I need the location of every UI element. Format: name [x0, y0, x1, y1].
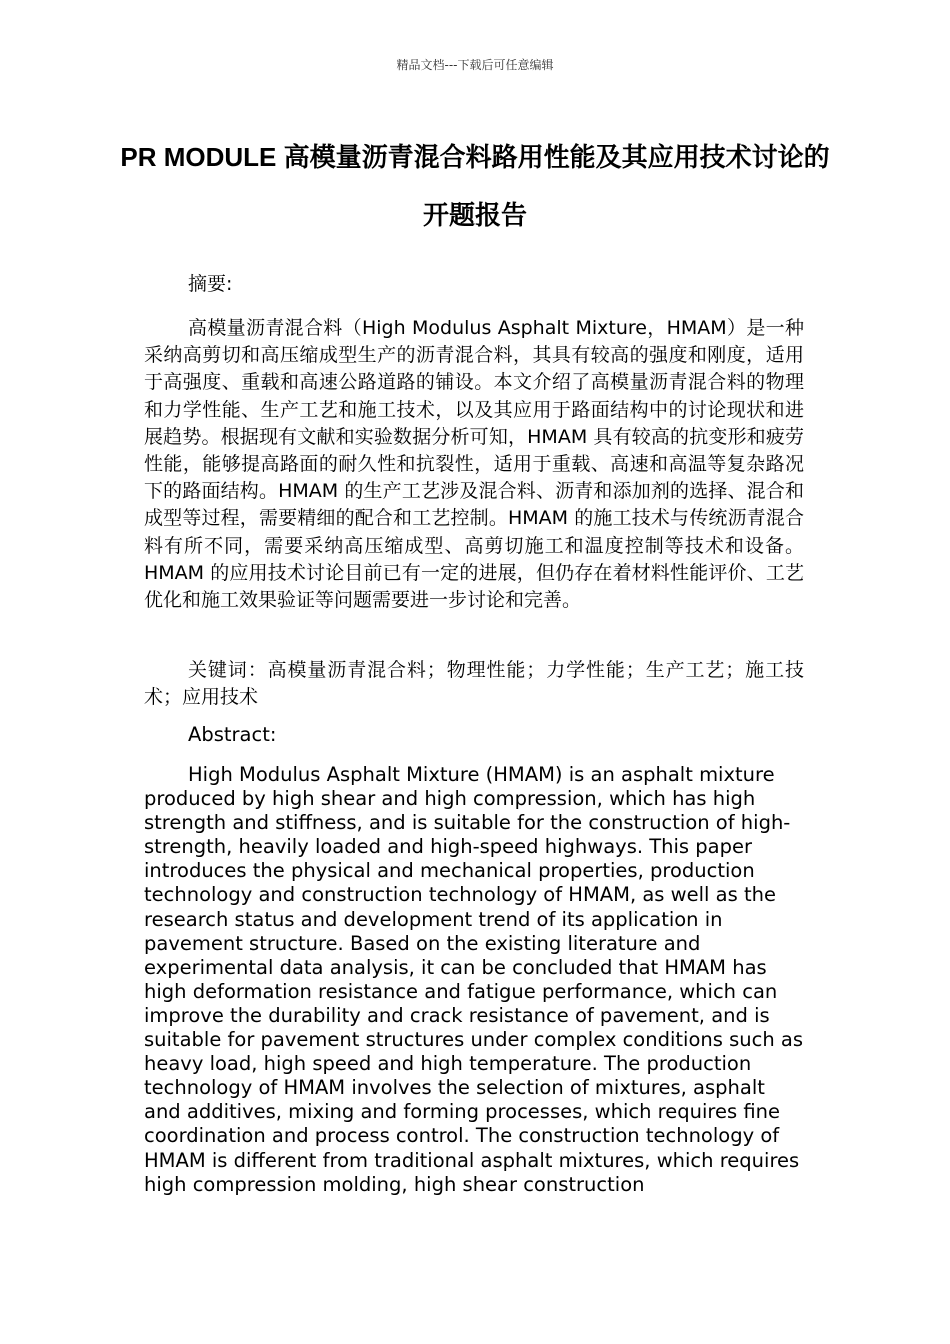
document-title: PR MODULE 高模量沥青混合料路用性能及其应用技术讨论的开题报告 [120, 142, 830, 230]
abstract-en-paragraph: High Modulus Asphalt Mixture (HMAM) is an asphalt mixture produced by high shear and high compression, which has high strength and stiffness, and is suitable for the construction of high-strength, heavily loaded and high-speed highways. This paper introduces the physical and mechanical properties, production technology and construction technology of HMAM, as well as the research status and development trend of its application in pavement structure. Based on the existing literature and experimental data analysis, it can be concluded that HMAM has high deformation resistance and fatigue performance, which can improve the durability and crack resistance of pavement, and is suitable for pavement structures under complex conditions such as heavy load, high speed and high temperature. The production technology of HMAM involves the selection of mixtures, asphalt and additives, mixing and forming processes, which requires fine coordination and process control. The construction technology of HMAM is different from traditional asphalt mixtures, which requires high compression molding, high shear construction [144, 763, 804, 1196]
page-header-note: 精品文档---下载后可任意编辑 [396, 58, 554, 72]
abstract-label: 摘要: [188, 273, 233, 295]
abstract-cn-paragraph: 高模量沥青混合料（High Modulus Asphalt Mixture，HMAM）是一种采纳高剪切和高压缩成型生产的沥青混合料，其具有较高的强度和刚度，适用于高强度、重载和高速公路道路的铺设。本文介绍了高模量沥青混合料的物理和力学性能、生产工艺和施工技术，以及其应用于路面结构中的讨论现状和进展趋势。根据现有文献和实验数据分析可知，HMAM 具有较高的抗变形和疲劳性能，能够提高路面的耐久性和抗裂性，适用于重载、高速和高温等复杂路况下的路面结构。HMAM 的生产工艺涉及混合料、沥青和添加剂的选择、混合和成型等过程，需要精细的配合和工艺控制。HMAM 的施工技术与传统沥青混合料有所不同，需要采纳高压缩成型、高剪切施工和温度控制等技术和设备。HMAM 的应用技术讨论目前已有一定的进展，但仍存在着材料性能评价、工艺优化和施工效果验证等问题需要进一步讨论和完善。 [144, 317, 804, 612]
abstract-en-label: Abstract: [188, 723, 277, 746]
keywords-cn-paragraph: 关键词：高模量沥青混合料；物理性能；力学性能；生产工艺；施工技术；应用技术 [144, 659, 804, 709]
